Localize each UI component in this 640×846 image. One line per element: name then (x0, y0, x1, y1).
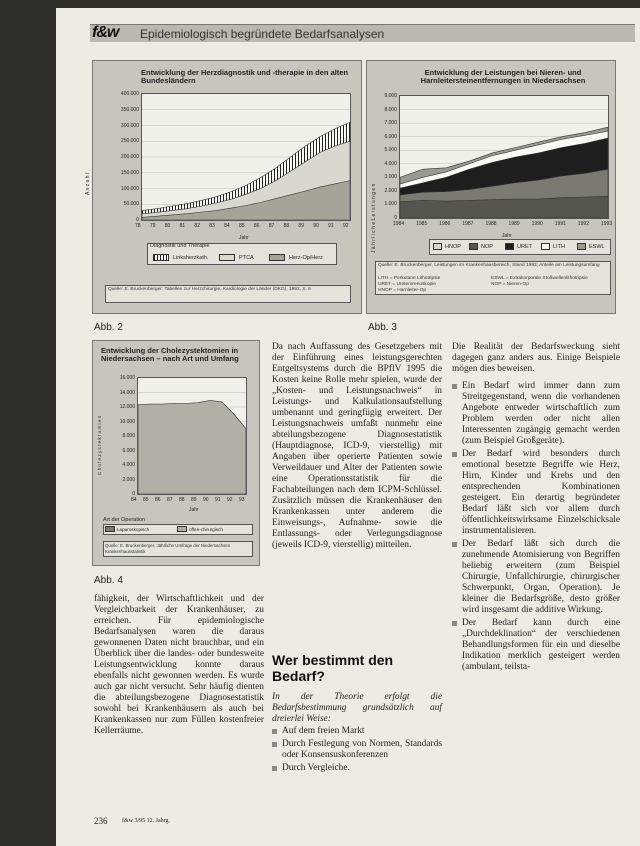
x-tick-label: 89 (298, 223, 304, 229)
figure-abb3 (366, 60, 616, 314)
figure-source: Quelle: E. Bruckenberger, Leistungen im Krankenhausbereich, Stand 1993; Anteile am Leistungsumfang (378, 263, 600, 268)
figure-source: Quelle: E. Bruckenberger, Jährliche Umfrage der Niedersachsen Krankenhausstatistik (105, 543, 231, 554)
x-tick-label: 83 (209, 223, 215, 229)
x-tick-label: 91 (215, 497, 221, 503)
x-tick-label: 87 (268, 223, 275, 229)
y-axis-label: C h o l e z y s t e k t o m i e n (97, 415, 102, 475)
legend-label: LITH (553, 244, 565, 250)
x-tick-label: 79 (149, 223, 156, 229)
legend-label: Laparoskopisch (117, 527, 150, 532)
y-tick-label: 0 (394, 215, 397, 221)
y-tick-label: 350.000 (120, 106, 139, 113)
figure-caption-abb2: Abb. 2 (94, 322, 123, 333)
section-heading: Wer bestimmt den Bedarf? (272, 652, 394, 684)
bullet-item: Der Bedarf wird besonders durch emotional besetzte Begriffe wie Herz, Hirn, Kinder und Krebs und den entsprechenden Kombinationen gesteigert. Ein derartig begründeter Bedarf läßt sich vor allem durch öffentlichkeitswirksame Einzelschicksale instrumentalisieren. (452, 449, 620, 537)
x-tick-label: 82 (194, 223, 200, 229)
chart-herzdiagnostik (142, 94, 350, 220)
x-tick-label: 92 (343, 223, 349, 229)
legend-swatch (577, 243, 586, 250)
figure-caption-abb4: Abb. 4 (94, 575, 123, 586)
legend-swatch (541, 243, 550, 250)
figure-abb4 (92, 340, 260, 566)
x-tick-label: 89 (191, 497, 197, 503)
legend-title: Diagnostik und Therapie (150, 243, 210, 249)
bullet-item: Durch Vergleiche. (272, 763, 442, 774)
figure-source: Quelle: E. Bruckenberger: Tabellen zur Herzchirurgie, Kardiologie der Länder (DKG), 1992, S. 6 (108, 287, 311, 292)
legend-label: Herz-Op/Herz (289, 255, 323, 261)
bullet-item: Der Bedarf läßt sich durch die zunehmende Atomisierung von Begriffen beliebig erweitern (zum Beispiel Chirurgie, Unfallchirurgie, chirurgischer Schwerpunkt, Organ, Operation). Je kleiner die Bedarfsgröße, desto größer wird insgesamt die additive Wirkung. (452, 539, 620, 616)
chart-cholezystektomien (138, 378, 246, 494)
y-tick-label: 16.000 (119, 375, 135, 381)
x-tick-label: 90 (313, 223, 319, 229)
x-tick-label: 1990 (531, 221, 543, 227)
x-tick-label: 1992 (577, 221, 589, 227)
text-column-middle (272, 342, 442, 552)
paragraph: Die Realität der Bedarfsweckung sieht dagegen ganz anders aus. Einige Beispiele mögen dies beweisen. (452, 342, 620, 374)
y-tick-label: 200.000 (120, 154, 139, 160)
x-tick-label: 1985 (416, 221, 428, 227)
x-tick-label: 85 (143, 497, 149, 503)
x-axis-label: Jahr (502, 233, 512, 239)
figure-title: Entwicklung der Cholezystektomien in Niedersachsen – nach Art und Umfang (101, 346, 239, 363)
y-tick-label: 150.000 (120, 169, 139, 176)
chart-nierenstein (400, 96, 608, 218)
text-column-left (94, 594, 264, 738)
y-tick-label: 6.000 (122, 447, 135, 454)
x-axis-label: Jahr (239, 235, 249, 241)
x-tick-label: 90 (203, 497, 209, 503)
legend-label: PTCA (239, 255, 254, 261)
plot-area (399, 95, 609, 219)
y-tick-label: 8.000 (122, 433, 135, 439)
y-tick-label: 100.000 (120, 185, 139, 192)
series-area-offen-chirurgisch (138, 400, 246, 494)
figure-note: LITH = Perkutane Lithotripsie (378, 276, 441, 281)
bullet-item: Der Bedarf kann durch eine „Durchdeklination“ der verschiedenen Behandlungsformen für ein und dieselbe Indikation merklich gesteigert werden (ambulant, teilsta- (452, 618, 620, 673)
legend-title: Art der Operation (103, 517, 146, 523)
paragraph: fähigkeit, der Wirtschaftlichkeit und der Vergleichbarkeit der Krankenhäuser, zu erreichen. Für epidemiologische Bedarfsanalysen waren die daraus gewonnenen Daten nicht brauchbar, und ein Überblick über die landes- oder bundesweite Leistungsentwicklung konnte daraus ebenfalls nicht gewonnen werden. Es wurde auch gar nicht versucht. Sehr häufig dienten die abteilungsbezogene Diagnosestatistik sowohl bei Krankenhäusern als auch bei Krankenkassen nur zum Füllen kostenfreier Kellerräume. (94, 594, 264, 736)
y-tick-label: 9.000 (384, 93, 397, 99)
plot-area (141, 93, 351, 221)
plot-area (137, 377, 247, 495)
x-tick-label: 1989 (508, 221, 520, 227)
running-header-title: Epidemiologisch begründete Bedarfsanalysen (140, 27, 385, 41)
paragraph: Da nach Auffassung des Gesetzgebers mit der Einführung eines leistungsgerechten Entgeltsystems durch die BPflV 1995 die Kosten keine Rolle mehr spielen, wurde der „Kosten- und Leistungsnachweis“ in Leistungs- und Kalkulationsaufstellung umbenannt und geringfügig erweitert. Der Leistungsnachweis umfaßt nunmehr eine abteilungsbezogene Diagnosestatistik (Hauptdiagnose, ICD-9, vierstellig) mit Angaben über operierte Patienten sowie Verweildauer und Alter der Patienten sowie eine Operationsstatistik für die Fachabteilungen nach dem ICPM-Schlüssel. Zusätzlich müssen die Krankenhäuser den Krankenkassen unter anderem die Einweisungs-, Aufnahme- sowie die Entlassungs- oder Verlegungsdiagnose (jeweils ICD-9, vierstellig) mitteilen. (272, 342, 442, 550)
x-tick-label: 91 (328, 223, 334, 229)
y-tick-label: 3.000 (384, 174, 397, 181)
legend-swatch (269, 254, 285, 261)
legend-swatch (469, 243, 478, 250)
y-tick-label: 4.000 (384, 160, 397, 167)
x-tick-label: 80 (164, 223, 171, 229)
y-tick-label: 14.000 (119, 389, 135, 396)
legend-swatch (105, 526, 115, 532)
journal-logo: f&w (92, 24, 119, 41)
x-tick-label: 1984 (393, 221, 405, 227)
y-tick-label: 50.000 (123, 201, 139, 208)
y-tick-label: 0 (132, 491, 135, 497)
x-tick-label: 84 (131, 497, 137, 503)
legend-label: offen-chirurgisch (189, 527, 223, 532)
x-tick-label: 92 (227, 497, 233, 503)
figure-caption-abb3: Abb. 3 (368, 322, 397, 333)
x-tick-label: 1991 (554, 221, 566, 227)
x-tick-label: 1993 (601, 221, 613, 227)
x-tick-label: 86 (253, 223, 260, 229)
figure-abb2 (85, 60, 362, 314)
bullet-item: Ein Bedarf wird immer dann zum Streitgegenstand, wenn die vorhandenen Angebote entweder wirtschaftlich zum Problem werden oder nicht allen Interessenten zugängig gemacht werden (zum Beispiel Großgeräte). (452, 381, 620, 447)
y-tick-label: 10.000 (119, 418, 135, 425)
y-tick-label: 7.000 (384, 120, 397, 127)
y-axis-label: J ä h r l i c h e L e i s t u n g e n (371, 183, 377, 253)
legend-label: Linksherzkath. (173, 255, 209, 261)
x-tick-label: 88 (283, 223, 290, 229)
legend-swatch (219, 254, 235, 261)
y-tick-label: 250.000 (120, 138, 139, 145)
legend-swatch (433, 243, 442, 250)
figure-note: URET = Ureterorenoskopie (378, 282, 436, 287)
y-tick-label: 300.000 (120, 122, 139, 129)
journal-issue: f&w 3/95 12. Jahrg. (122, 818, 171, 824)
y-tick-label: 2.000 (384, 187, 397, 194)
x-tick-label: 1987 (462, 221, 474, 227)
x-tick-label: 78 (135, 223, 141, 229)
legend-swatch (505, 243, 514, 250)
x-tick-label: 86 (155, 497, 161, 503)
legend-label: NOP (481, 244, 493, 250)
legend-swatch (177, 526, 187, 532)
x-tick-label: 93 (239, 497, 245, 503)
paragraph: In der Theorie erfolgt die Bedarfsbestimmung grundsätzlich auf dreierlei Weise: (272, 692, 442, 724)
x-tick-label: 88 (179, 497, 185, 503)
y-tick-label: 1.000 (384, 201, 397, 208)
y-tick-label: 4.000 (122, 462, 135, 468)
y-axis-label: A n z a h l (85, 173, 91, 195)
page-number: 236 (94, 816, 108, 826)
y-tick-label: 12.000 (119, 404, 135, 410)
figure-note: NOP = Nieren-Op (491, 282, 529, 287)
x-tick-label: 1988 (485, 221, 497, 227)
figure-note: HNOP = Harnleiter-Op (378, 288, 427, 293)
y-tick-label: 0 (136, 217, 139, 223)
x-tick-label: 81 (179, 223, 186, 229)
text-column-right (452, 342, 620, 675)
x-tick-label: 1986 (439, 221, 451, 227)
bullet-item: Auf dem freien Markt (272, 726, 442, 737)
x-tick-label: 85 (239, 223, 245, 229)
figure-note: ESWL = Extrakorporale Stoßwellenlithotripsie (491, 276, 588, 281)
y-tick-label: 2.000 (122, 476, 135, 483)
x-axis-label: Jahr (189, 507, 199, 513)
legend-label: HNOP (445, 244, 461, 250)
figure-title: Entwicklung der Herzdiagnostik und -therapie in den alten Bundesländern (141, 68, 349, 85)
x-tick-label: 84 (224, 223, 230, 229)
x-tick-label: 87 (167, 497, 173, 503)
legend-label: ESWL (589, 244, 605, 250)
y-tick-label: 5.000 (384, 147, 397, 154)
text-column-middle-2 (272, 692, 442, 776)
y-tick-label: 6.000 (384, 133, 397, 140)
figure-title: Entwicklung der Leistungen bei Nieren- und Harnleitersteinentfernungen in Niedersachsen (420, 68, 586, 85)
y-tick-label: 400.000 (120, 91, 139, 97)
legend-swatch (153, 254, 169, 261)
legend-label: URET (517, 244, 532, 250)
y-tick-label: 8.000 (384, 106, 397, 113)
bullet-item: Durch Festlegung von Normen, Standards oder Konsensuskonferenzen (272, 739, 442, 761)
